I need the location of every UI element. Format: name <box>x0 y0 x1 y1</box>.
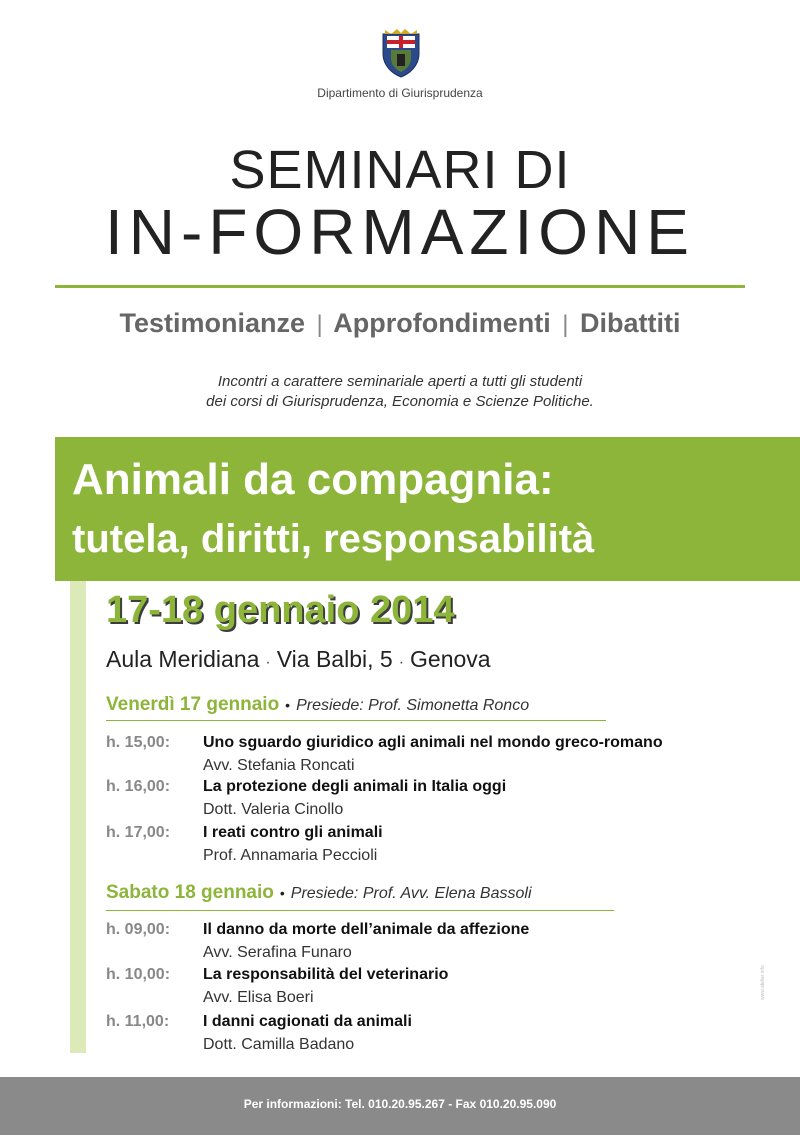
university-crest-icon <box>381 28 421 78</box>
designer-credit: www.atelier.info <box>760 965 766 1000</box>
session-title: La protezione degli animali in Italia oggi <box>203 778 507 795</box>
intro-text <box>0 372 800 412</box>
venue-room: Aula Meridiana <box>106 646 260 672</box>
session-title: La responsabilità del veterinario <box>203 966 449 983</box>
session-speaker: Avv. Serafina Funaro <box>203 944 352 961</box>
day-label: Venerdì 17 gennaio <box>106 694 280 715</box>
venue-city: Genova <box>410 646 491 672</box>
session-speaker: Dott. Camilla Badano <box>203 1036 355 1053</box>
session-speaker: Dott. Valeria Cinollo <box>203 801 344 818</box>
session-time: h. 17,00: <box>106 824 171 841</box>
session-speaker: Avv. Elisa Boeri <box>203 989 314 1006</box>
session-speaker: Prof. Annamaria Peccioli <box>203 847 378 864</box>
session-time: h. 09,00: <box>106 921 171 938</box>
footer-bar <box>0 1077 800 1135</box>
tag-separator: | <box>562 311 569 338</box>
session-title: I danni cagionati da animali <box>203 1013 412 1030</box>
topic-banner <box>55 437 800 581</box>
title-divider <box>55 285 745 288</box>
event-dates: 17-18 gennaio 2014 <box>106 589 455 631</box>
session-title: I reati contro gli animali <box>203 824 383 841</box>
day-divider <box>106 720 606 721</box>
day-divider <box>106 910 614 911</box>
tag-approfondimenti: Approfondimenti <box>333 308 551 338</box>
intro-line-2: dei corsi di Giurisprudenza, Economia e Scienze Politiche. <box>206 393 594 410</box>
session-title: Il danno da morte dell’animale da affezione <box>203 921 530 938</box>
topic-title-line-1: Animali da compagnia: <box>72 455 554 504</box>
session-time: h. 15,00: <box>106 734 171 751</box>
venue-separator: · <box>398 654 405 671</box>
tag-testimonianze: Testimonianze <box>119 308 306 338</box>
bullet: • <box>285 697 291 713</box>
contact-info: Per informazioni: Tel. 010.20.95.267 - Fax 010.20.95.090 <box>243 1097 557 1111</box>
session-time: h. 16,00: <box>106 778 171 795</box>
session-time: h. 10,00: <box>106 966 171 983</box>
department-name: Dipartimento di Giurisprudenza <box>317 86 483 100</box>
title-line-2: IN-FORMAZIONE <box>105 196 695 268</box>
day-chair: Presiede: Prof. Simonetta Ronco <box>296 697 530 714</box>
day-header-saturday <box>106 882 532 904</box>
program-side-bar <box>70 581 86 1053</box>
event-venue <box>106 646 491 673</box>
session-title: Uno sguardo giuridico agli animali nel mondo greco-romano <box>203 734 663 751</box>
title-line-1: SEMINARI DI <box>229 140 571 200</box>
venue-street: Via Balbi, 5 <box>276 646 393 672</box>
day-chair: Presiede: Prof. Avv. Elena Bassoli <box>290 885 532 902</box>
day-label: Sabato 18 gennaio <box>106 882 274 903</box>
tag-separator: | <box>316 311 323 338</box>
session-time: h. 11,00: <box>106 1013 170 1030</box>
tag-dibattiti: Dibattiti <box>580 308 681 338</box>
bullet: • <box>279 885 285 901</box>
tagline <box>0 308 800 339</box>
day-header-friday <box>106 694 529 716</box>
venue-separator: · <box>265 654 271 671</box>
topic-title-line-2: tutela, diritti, responsabilità <box>72 517 595 561</box>
intro-line-1: Incontri a carattere seminariale aperti a tutti gli studenti <box>217 373 583 390</box>
session-speaker: Avv. Stefania Roncati <box>203 757 355 774</box>
